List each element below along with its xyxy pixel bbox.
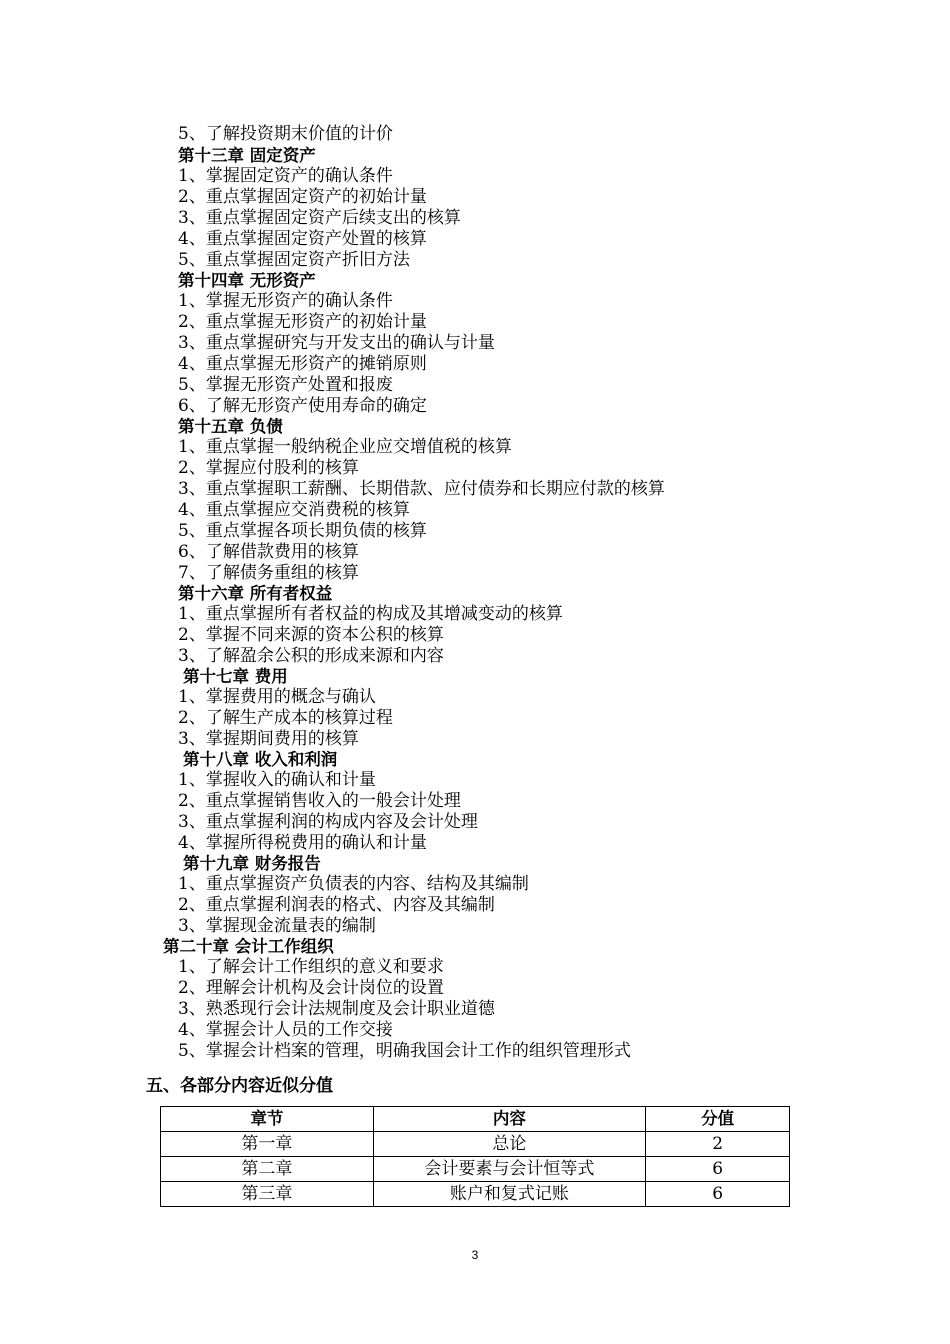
list-item: 3、掌握期间费用的核算 — [178, 729, 359, 749]
list-item: 2、重点掌握无形资产的初始计量 — [178, 312, 427, 332]
list-item: 2、重点掌握销售收入的一般会计处理 — [178, 791, 461, 811]
list-item: 1、掌握费用的概念与确认 — [178, 687, 376, 707]
list-item: 3、重点掌握研究与开发支出的确认与计量 — [178, 333, 495, 353]
chapter-heading: 第二十章 会计工作组织 — [163, 937, 334, 956]
list-item: 2、掌握不同来源的资本公积的核算 — [178, 625, 444, 645]
list-item: 2、了解生产成本的核算过程 — [178, 708, 393, 728]
list-item: 4、掌握会计人员的工作交接 — [178, 1020, 393, 1040]
cell-content: 会计要素与会计恒等式 — [373, 1157, 646, 1182]
section-title: 五、各部分内容近似分值 — [146, 1076, 333, 1096]
list-item: 3、重点掌握利润的构成内容及会计处理 — [178, 812, 478, 832]
chapter-heading: 第十四章 无形资产 — [178, 271, 316, 290]
table-row — [161, 1182, 790, 1207]
cell-content: 账户和复式记账 — [373, 1182, 646, 1207]
chapter-heading: 第十九章 财务报告 — [183, 854, 321, 873]
list-item: 1、了解会计工作组织的意义和要求 — [178, 957, 444, 977]
header-chapter: 章节 — [161, 1107, 374, 1132]
list-item: 7、了解债务重组的核算 — [178, 563, 359, 583]
list-item: 1、掌握固定资产的确认条件 — [178, 166, 393, 186]
page-number: 3 — [471, 1248, 479, 1262]
chapter-heading: 第十七章 费用 — [183, 667, 288, 686]
list-item: 5、掌握无形资产处置和报废 — [178, 375, 393, 395]
score-table — [160, 1106, 790, 1207]
list-item: 5、重点掌握固定资产折旧方法 — [178, 250, 410, 270]
list-item: 6、了解无形资产使用寿命的确定 — [178, 396, 427, 416]
list-item: 1、重点掌握资产负债表的内容、结构及其编制 — [178, 874, 529, 894]
list-item: 3、熟悉现行会计法规制度及会计职业道德 — [178, 999, 495, 1019]
header-content: 内容 — [373, 1107, 646, 1132]
list-item: 3、重点掌握固定资产后续支出的核算 — [178, 208, 461, 228]
cell-content: 总论 — [373, 1132, 646, 1157]
list-item: 2、理解会计机构及会计岗位的设置 — [178, 978, 444, 998]
list-item: 4、重点掌握固定资产处置的核算 — [178, 229, 427, 249]
list-item: 6、了解借款费用的核算 — [178, 542, 359, 562]
list-item: 1、重点掌握所有者权益的构成及其增减变动的核算 — [178, 604, 563, 624]
chapter-heading: 第十三章 固定资产 — [178, 146, 316, 165]
cell-score: 6 — [646, 1182, 790, 1207]
cell-score: 2 — [646, 1132, 790, 1157]
list-item: 5、重点掌握各项长期负债的核算 — [178, 521, 427, 541]
chapter-heading: 第十六章 所有者权益 — [178, 584, 333, 603]
cell-chapter: 第一章 — [161, 1132, 374, 1157]
table-row — [161, 1157, 790, 1182]
list-item: 2、重点掌握固定资产的初始计量 — [178, 187, 427, 207]
list-item: 3、掌握现金流量表的编制 — [178, 916, 376, 936]
list-item: 1、掌握无形资产的确认条件 — [178, 291, 393, 311]
list-item: 5、掌握会计档案的管理，明确我国会计工作的组织管理形式 — [178, 1041, 631, 1061]
list-item: 3、了解盈余公积的形成来源和内容 — [178, 646, 444, 666]
chapter-heading: 第十八章 收入和利润 — [183, 750, 338, 769]
table-header-row — [161, 1107, 790, 1132]
cell-score: 6 — [646, 1157, 790, 1182]
list-item: 4、重点掌握无形资产的摊销原则 — [178, 354, 427, 374]
list-item: 4、掌握所得税费用的确认和计量 — [178, 833, 427, 853]
list-item: 3、重点掌握职工薪酬、长期借款、应付债券和长期应付款的核算 — [178, 479, 665, 499]
list-item: 1、重点掌握一般纳税企业应交增值税的核算 — [178, 437, 512, 457]
list-item: 5、了解投资期末价值的计价 — [178, 124, 393, 144]
header-score: 分值 — [646, 1107, 790, 1132]
list-item: 2、重点掌握利润表的格式、内容及其编制 — [178, 895, 495, 915]
cell-chapter: 第二章 — [161, 1157, 374, 1182]
list-item: 1、掌握收入的确认和计量 — [178, 770, 376, 790]
list-item: 2、掌握应付股利的核算 — [178, 458, 359, 478]
cell-chapter: 第三章 — [161, 1182, 374, 1207]
chapter-heading: 第十五章 负债 — [178, 417, 283, 436]
list-item: 4、重点掌握应交消费税的核算 — [178, 500, 410, 520]
table-row — [161, 1132, 790, 1157]
